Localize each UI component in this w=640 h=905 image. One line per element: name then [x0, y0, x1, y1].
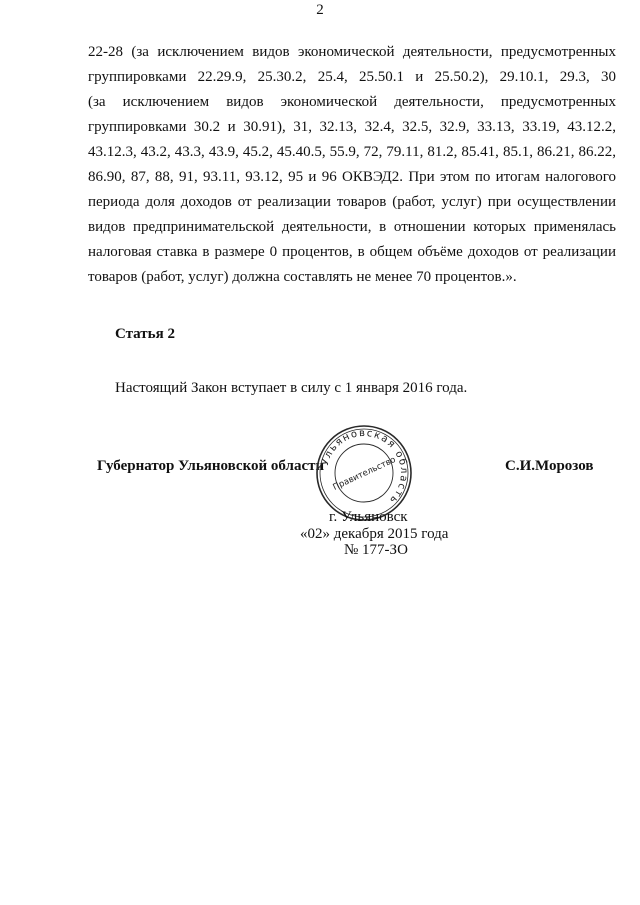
page-number: 2 [316, 2, 324, 18]
law-number: № 177-ЗО [344, 542, 408, 558]
date-line: «02» декабря 2015 года [300, 526, 449, 542]
body-line: налоговая ставка в размере 0 процентов, в общем объёме доходов от реализации [88, 244, 616, 260]
body-line: (за исключением видов экономической деятельности, предусмотренных [88, 94, 616, 110]
official-seal-icon [314, 423, 414, 523]
seal-center-text: Правительство [331, 455, 398, 493]
seal-ring-text: Ульяновская область [319, 427, 410, 507]
article-text: Настоящий Закон вступает в силу с 1 января 2016 года. [115, 380, 468, 396]
body-text [88, 40, 616, 290]
body-line: товаров (работ, услуг) должна составлять не менее 70 процентов.». [88, 269, 517, 285]
signatory-name: С.И.Морозов [505, 458, 594, 474]
signatory-title: Губернатор Ульяновской области [97, 458, 325, 474]
svg-text:Ульяновская область [320, 428, 409, 506]
body-line: 43.12.3, 43.2, 43.3, 43.9, 45.2, 45.40.5, 55.9, 72, 79.11, 81.2, 85.41, 85.1, 86.21, 86.22, [88, 144, 616, 160]
body-line: 22-28 (за исключением видов экономической деятельности, предусмотренных [88, 44, 616, 60]
body-line: группировками 30.2 и 30.91), 31, 32.13, 32.4, 32.5, 32.9, 33.13, 33.19, 43.12.2, [88, 119, 616, 135]
body-line: 86.90, 87, 88, 91, 93.11, 93.12, 95 и 96 ОКВЭД2. При этом по итогам налогового [88, 169, 616, 185]
body-line: группировками 22.29.9, 25.30.2, 25.4, 25.50.1 и 25.50.2), 29.10.1, 29.3, 30 [88, 69, 616, 85]
body-line: видов предпринимательской деятельности, в отношении которых применялась [88, 219, 616, 235]
place-line: г. Ульяновск [329, 509, 408, 525]
article-heading: Статья 2 [115, 326, 175, 342]
body-line: периода доля доходов от реализации товаров (работ, услуг) при осуществлении [88, 194, 616, 210]
